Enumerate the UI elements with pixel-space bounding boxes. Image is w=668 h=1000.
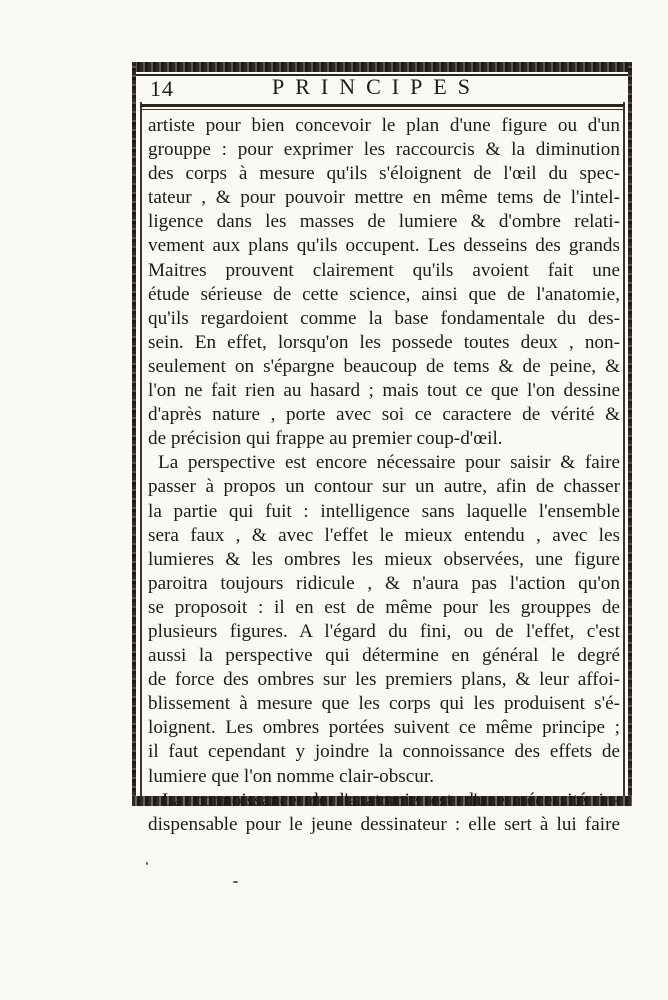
- text-line: tateur , & pour pouvoir mettre en même tems de l'intel-: [148, 187, 620, 209]
- text-line: artiste pour bien concevoir le plan d'une figure ou d'un: [148, 115, 620, 136]
- text-line: passer à propos un contour sur un autre, afin de chasser: [148, 476, 620, 498]
- header-rule: [140, 104, 625, 107]
- left-inner-rule: [140, 102, 142, 796]
- text-line: des corps à mesure qu'ils s'éloignent de l'œil du spec-: [148, 163, 620, 185]
- text-line: d'après nature , porte avec soi ce caractere de vérité &: [148, 404, 620, 426]
- text-line: qu'ils regardoient comme la base fondamentale du des-: [148, 307, 620, 329]
- text-line: lumieres & les ombres les mieux observées, une figure: [148, 548, 620, 570]
- text-line: blissement à mesure que les corps qui les produisent s'é-: [148, 693, 620, 715]
- paper-speck: [146, 862, 148, 865]
- text-line: paroitra toujours ridicule , & n'aura pas l'action qu'on: [148, 572, 620, 594]
- text-line: loignent. Les ombres portées suivent ce même principe ;: [148, 717, 620, 739]
- text-line: grouppe : pour exprimer les raccourcis & la diminution: [148, 139, 620, 161]
- text-line: aussi la perspective qui détermine en général le degré: [148, 645, 620, 667]
- text-line: La perspective est encore nécessaire pour saisir & faire: [158, 452, 620, 474]
- right-border-rule: [628, 62, 632, 806]
- header-rule-thin: [140, 109, 625, 110]
- text-line: la partie qui fuit : intelligence sans laquelle l'ensemble: [148, 500, 620, 522]
- text-line: sein. En effet, lorsqu'on les possede toutes deux , non-: [148, 331, 620, 353]
- page-frame: [132, 62, 632, 835]
- text-line: dispensable pour le jeune dessinateur : elle sert à lui faire: [148, 813, 620, 835]
- text-line: étude sérieuse de cette science, ainsi que de l'anatomie,: [148, 283, 620, 305]
- text-line: se proposoit : il en est de même pour les grouppes de: [148, 596, 620, 618]
- text-line: ligence dans les masses de lumiere & d'ombre relati-: [148, 211, 620, 233]
- top-border-rule: [132, 62, 632, 72]
- text-line: sera faux , & avec l'effet le mieux entendu , avec les: [148, 524, 620, 546]
- text-line: l'on ne fait rien au hasard ; mais tout ce que l'on dessine: [148, 380, 620, 402]
- text-line: il faut cependant y joindre la connoissance des effets de: [148, 741, 620, 763]
- running-title: PRINCIPES: [272, 74, 482, 99]
- text-line: La connoissance de l'anatomie est d'une nécessité in-: [162, 789, 620, 811]
- paragraph-end-line: de précision qui frappe au premier coup-d'œil.: [148, 428, 503, 450]
- paragraph-end-line: lumiere que l'on nomme clair-obscur.: [148, 765, 435, 787]
- left-border-rule: [132, 62, 136, 806]
- text-line: plusieurs figures. A l'égard du fini, ou de l'effet, c'est: [148, 620, 620, 642]
- body-text: [148, 114, 620, 837]
- text-line: Maitres prouvent clairement qu'ils avoient fait une: [148, 259, 620, 281]
- paper-speck: [233, 881, 238, 883]
- right-inner-rule: [623, 102, 625, 796]
- text-line: de force des ombres sur les premiers plans, & leur affoi-: [148, 669, 620, 691]
- page-number: 14: [150, 76, 174, 101]
- text-line: vement aux plans qu'ils occupent. Les desseins des grands: [148, 235, 620, 257]
- text-line: seulement on s'épargne beaucoup de tems & de peine, &: [148, 355, 620, 377]
